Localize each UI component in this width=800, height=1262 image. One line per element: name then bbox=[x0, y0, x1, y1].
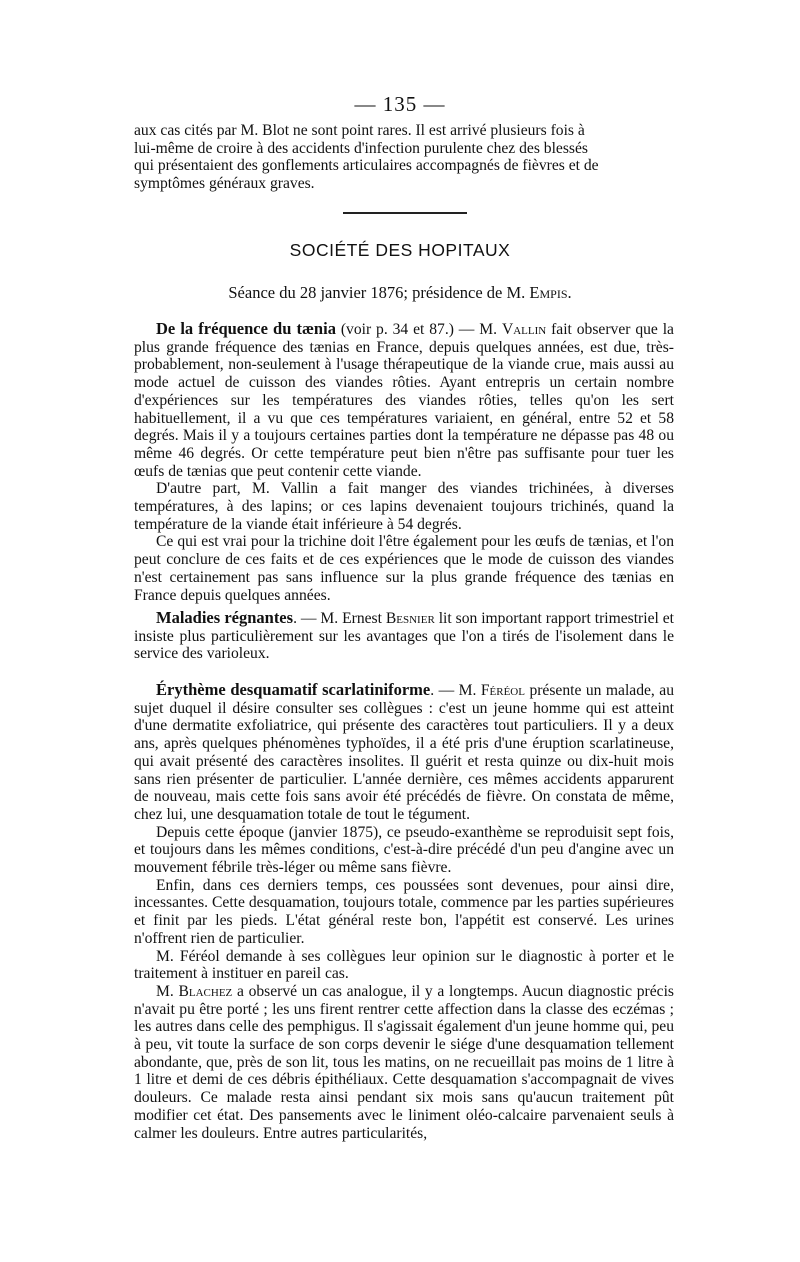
heading-separator: . — M. bbox=[430, 682, 481, 699]
article-paragraph: Ce qui est vrai pour la trichine doit l'être également pour les œufs de tænias, et l'on peut conclure de ces faits et de ces expériences que le mode de cuisson des viandes n'est certainement pas sans influence sur la plus grande fréquence des tænias en France depuis quelques années. bbox=[134, 533, 674, 604]
president-name: Empis bbox=[529, 283, 568, 302]
article-text: fait observer que la plus grande fréquence des tænias en France, depuis quelques années, est due, très-probablement, non-seulement à l'usage thérapeutique de la viande crue, mais aussi au mode actuel de cuisson des viandes rôties. Ayant entrepris un certain nombre d'expériences sur les températures des viandes rôties, telles qu'on les sert habituellement, il a vu que ces températures variaient, en général, entre 52 et 58 degrés. Mais il y a toujours certaines parties dont la température ne dépasse pas 48 ou même 46 degrés. Or cette température peut bien n'être pas suffisante pour tuer les œufs de tænias que peut contenir cette viande. bbox=[134, 321, 674, 480]
section-title: SOCIÉTÉ DES HOPITAUX bbox=[289, 240, 511, 260]
author-name: Besnier bbox=[385, 610, 435, 627]
article-paragraph: M. Féréol demande à ses collègues leur opinion sur le diagnostic à porter et le traitement à instituer en pareil cas. bbox=[134, 947, 674, 983]
article-text: a observé un cas analogue, il y a longtemps. Aucun diagnostic précis n'avait pu être porté ; les uns firent rentrer cette affection dans la classe des eczémas ; les autres dans celle des pemphigus. Il s'agissait également d'un jeune homme qui, peu à peu, vit toute la surface de son corps devenir le siége d'une desquamation tellement abondante, que, près de son lit, tous les matins, on ne recueillait pas moins de 1 litre à 1 litre et demi de ces débris épithéliaux. Cette desquamation s'accompagnait de vives douleurs. Ce malade resta ainsi pendant six mois sans qu'aucun traitement pût modifier cet état. Des pansements avec le liniment oléo-calcaire parvenaient seuls à calmer les douleurs. Entre autres particularités, bbox=[134, 982, 674, 1142]
article-first-paragraph bbox=[134, 320, 674, 480]
article-text: présente un malade, au sujet duquel il désire consulter ses collègues : c'est un jeune homme qui est atteint d'une dermatite exfoliatrice, qui présente des caractères tout particuliers. Il y a deux ans, après quelques phénomènes typhoïdes, il a été pris d'une éruption scarlatineuse, qui avait présenté des caractères insolites. Il guérit et resta quinze ou dix-huit mois sans rien présenter de particulier. L'année dernière, ces mêmes accidents apparurent de nouveau, mais cette fois sans avoir été précédés de fièvre. On constata de même, chez lui, une desquamation totale de tout le tégument. bbox=[134, 682, 674, 823]
intro-paragraph bbox=[134, 122, 674, 193]
article-paragraph bbox=[134, 983, 674, 1142]
article-heading: Maladies régnantes bbox=[156, 608, 294, 627]
article-heading: Érythème desquamatif scarlatiniforme bbox=[156, 680, 431, 699]
intro-line: symptômes généraux graves. bbox=[134, 175, 315, 193]
page-number: — 135 — bbox=[354, 92, 446, 116]
author-name: Féréol bbox=[480, 682, 525, 699]
article-taenia bbox=[134, 320, 674, 604]
article-maladies bbox=[134, 609, 674, 663]
article-first-paragraph bbox=[134, 609, 674, 663]
intro-line: aux cas cités par M. Blot ne sont point rares. Il est arrivé plusieurs fois à bbox=[134, 122, 585, 139]
article-heading: De la fréquence du tænia bbox=[156, 319, 336, 338]
article-paragraph: D'autre part, M. Vallin a fait manger des viandes trichinées, à diverses températures, à des lapins; or ces lapins devenaient toujours trichinés, quand la température de la viande était inférieure à 54 degrés. bbox=[134, 480, 674, 533]
article-first-paragraph bbox=[134, 681, 674, 824]
article-erytheme bbox=[134, 681, 674, 1142]
seance-end: . bbox=[567, 283, 572, 302]
author-name: Vallin bbox=[501, 321, 547, 338]
author-name: Blachez bbox=[178, 982, 233, 1000]
paragraph-prefix: M. bbox=[156, 982, 179, 1000]
article-paragraph: Depuis cette époque (janvier 1875), ce pseudo-exanthème se reproduisit sept fois, et toujours dans les mêmes conditions, c'est-à-dire précédé d'un peu d'angine avec un mouvement fébrile très-léger ou même sans fièvre. bbox=[134, 823, 674, 877]
seance-line bbox=[0, 283, 800, 303]
seance-text: Séance du 28 janvier 1876; présidence de M. bbox=[228, 283, 530, 302]
intro-line: qui présentaient des gonflements articulaires accompagnés de fièvres et de bbox=[134, 157, 599, 175]
heading-separator: . — M. Ernest bbox=[293, 610, 386, 627]
section-divider bbox=[343, 212, 467, 214]
heading-reference: (voir p. 34 et 87.) — M. bbox=[335, 321, 502, 338]
article-text: lit son important rapport trimestriel et insiste plus particulièrement sur les avantages que l'on a tirés de l'isolement dans le service des varioleux. bbox=[134, 610, 675, 663]
article-paragraph: Enfin, dans ces derniers temps, ces poussées sont devenues, pour ainsi dire, incessantes. Cette desquamation, toujours totale, commence par les parties supérieures et finit par les pieds. L'état général reste bon, l'appétit est conservé. Les urines n'offrent rien de particulier. bbox=[134, 876, 674, 947]
intro-line: lui-même de croire à des accidents d'infection purulente chez des blessés bbox=[134, 139, 588, 157]
